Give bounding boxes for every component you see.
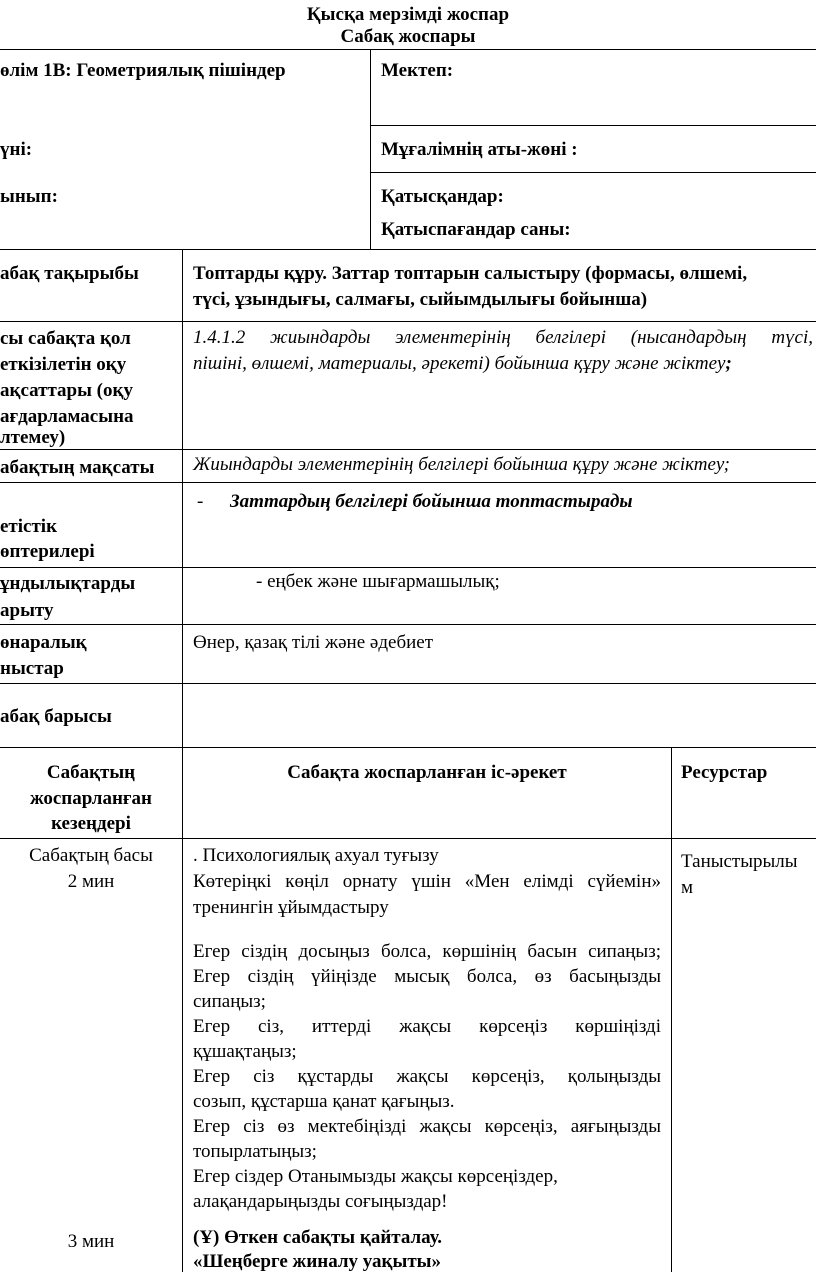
plan-col1-header-2: жоспарланған bbox=[30, 788, 152, 809]
topic-line-2: түсі, ұзындығы, салмағы, сыйымдылығы бойынша) bbox=[193, 289, 648, 310]
plan-col1-header-3: кезеңдері bbox=[51, 813, 131, 834]
activity-line: сипаңыз; bbox=[193, 991, 266, 1012]
objectives-label-3: ақсаттары (оқу bbox=[0, 380, 133, 401]
activity-line: Көтеріңкі көңіл орнату үшін «Мен елімді сүйемін» bbox=[193, 871, 661, 892]
activity-line: созып, құстарша қанат қағыңыз. bbox=[193, 1091, 455, 1112]
objectives-label-2: еткізілетін оқу bbox=[0, 354, 127, 375]
present-label: Қатысқандар: bbox=[381, 186, 504, 207]
goal-text: Жиындарды элементерінің белгілері бойынша құру және жіктеу; bbox=[193, 454, 730, 475]
objectives-line-2-end: ; bbox=[725, 353, 732, 374]
class-label: ынып: bbox=[0, 186, 58, 207]
objectives-label-5: лтемеу) bbox=[0, 427, 66, 448]
objectives-line-2-text: пішіні, өлшемі, материалы, әрекеті) бойынша құру және жіктеу bbox=[193, 353, 726, 374]
activity-heading: (Ұ) Өткен сабақты қайталау. bbox=[193, 1227, 443, 1248]
activity-line: Егер сіз құстарды жақсы көрсеңіз, қолыңызды bbox=[193, 1066, 661, 1087]
criteria-label-2: өптерилері bbox=[0, 541, 95, 562]
criteria-dash: - bbox=[197, 491, 204, 512]
objectives-label-4: ағдарламасына bbox=[0, 406, 134, 427]
activity-line: топырлатыңыз; bbox=[193, 1141, 317, 1162]
objectives-line-2 bbox=[193, 351, 732, 377]
goal-label: абақтың мақсаты bbox=[0, 457, 155, 478]
activity-line: . Психологиялық ахуал туғызу bbox=[193, 845, 439, 866]
stage-1: Сабақтың басы bbox=[29, 845, 153, 866]
objectives-label-1: сы сабақта қол bbox=[0, 328, 131, 349]
activity-line: Егер сіздің досыңыз болса, көршінің басын сипаңыз; bbox=[193, 941, 661, 962]
values-label-2: арыту bbox=[0, 600, 54, 621]
stage-2-time: 3 мин bbox=[67, 1231, 115, 1252]
document-subtitle: Сабақ жоспары bbox=[340, 26, 476, 47]
teacher-label: Мұғалімнің аты-жөні : bbox=[381, 139, 578, 160]
resource-1-line-1: Таныстырылы bbox=[681, 851, 798, 872]
activity-line: тренингін ұйымдастыру bbox=[193, 897, 389, 918]
activity-line: алақандарыңызды соғыңыздар! bbox=[193, 1191, 448, 1212]
activity-heading: «Шеңберге жиналу уақыты» bbox=[193, 1251, 442, 1272]
process-label: абақ барысы bbox=[0, 706, 112, 727]
activity-line: Егер сіздің үйіңізде мысық болса, өз басыңызды bbox=[193, 966, 661, 987]
plan-col2-header: Сабақта жоспарланған іс-әрекет bbox=[287, 762, 567, 783]
criteria-text: Заттардың белгілері бойынша топтастырады bbox=[230, 491, 633, 512]
plan-col1-header-1: Сабақтың bbox=[46, 762, 136, 783]
activity-line: Егер сіздер Отанымызды жақсы көрсеңіздер, bbox=[193, 1166, 558, 1187]
cross-label-1: өнаралық bbox=[0, 632, 87, 653]
plan-col3-header: Ресурстар bbox=[681, 762, 768, 783]
values-label-1: ұндылықтарды bbox=[0, 573, 136, 594]
criteria-label-1: етістік bbox=[0, 516, 58, 537]
school-label: Мектеп: bbox=[381, 60, 454, 81]
values-text: - еңбек және шығармашылық; bbox=[256, 571, 500, 592]
activity-line: Егер сіз өз мектебіңізді жақсы көрсеңіз, аяғыңызды bbox=[193, 1116, 661, 1137]
cross-label-2: ныстар bbox=[0, 658, 64, 679]
section-label: өлім 1В: Геометриялық пішіндер bbox=[0, 60, 286, 81]
cross-text: Өнер, қазақ тілі және әдебиет bbox=[193, 632, 434, 653]
topic-line-1: Топтарды құру. Заттар топтарын салыстыру (формасы, өлшемі, bbox=[193, 263, 748, 284]
topic-label: абақ тақырыбы bbox=[0, 263, 139, 284]
date-label: үні: bbox=[0, 139, 33, 160]
absent-label: Қатыспағандар саны: bbox=[381, 219, 571, 240]
stage-1-time: 2 мин bbox=[67, 871, 115, 892]
activity-line: құшақтаңыз; bbox=[193, 1041, 297, 1062]
document-title: Қысқа мерзімді жоспар bbox=[306, 4, 510, 25]
objectives-line-1: 1.4.1.2 жиындарды элементерінің белгілері (нысандардың түсі, bbox=[193, 327, 813, 348]
resource-1-line-2: м bbox=[681, 877, 694, 898]
activity-line: Егер сіз, иттерді жақсы көрсеңіз көршіңізді bbox=[193, 1016, 661, 1037]
